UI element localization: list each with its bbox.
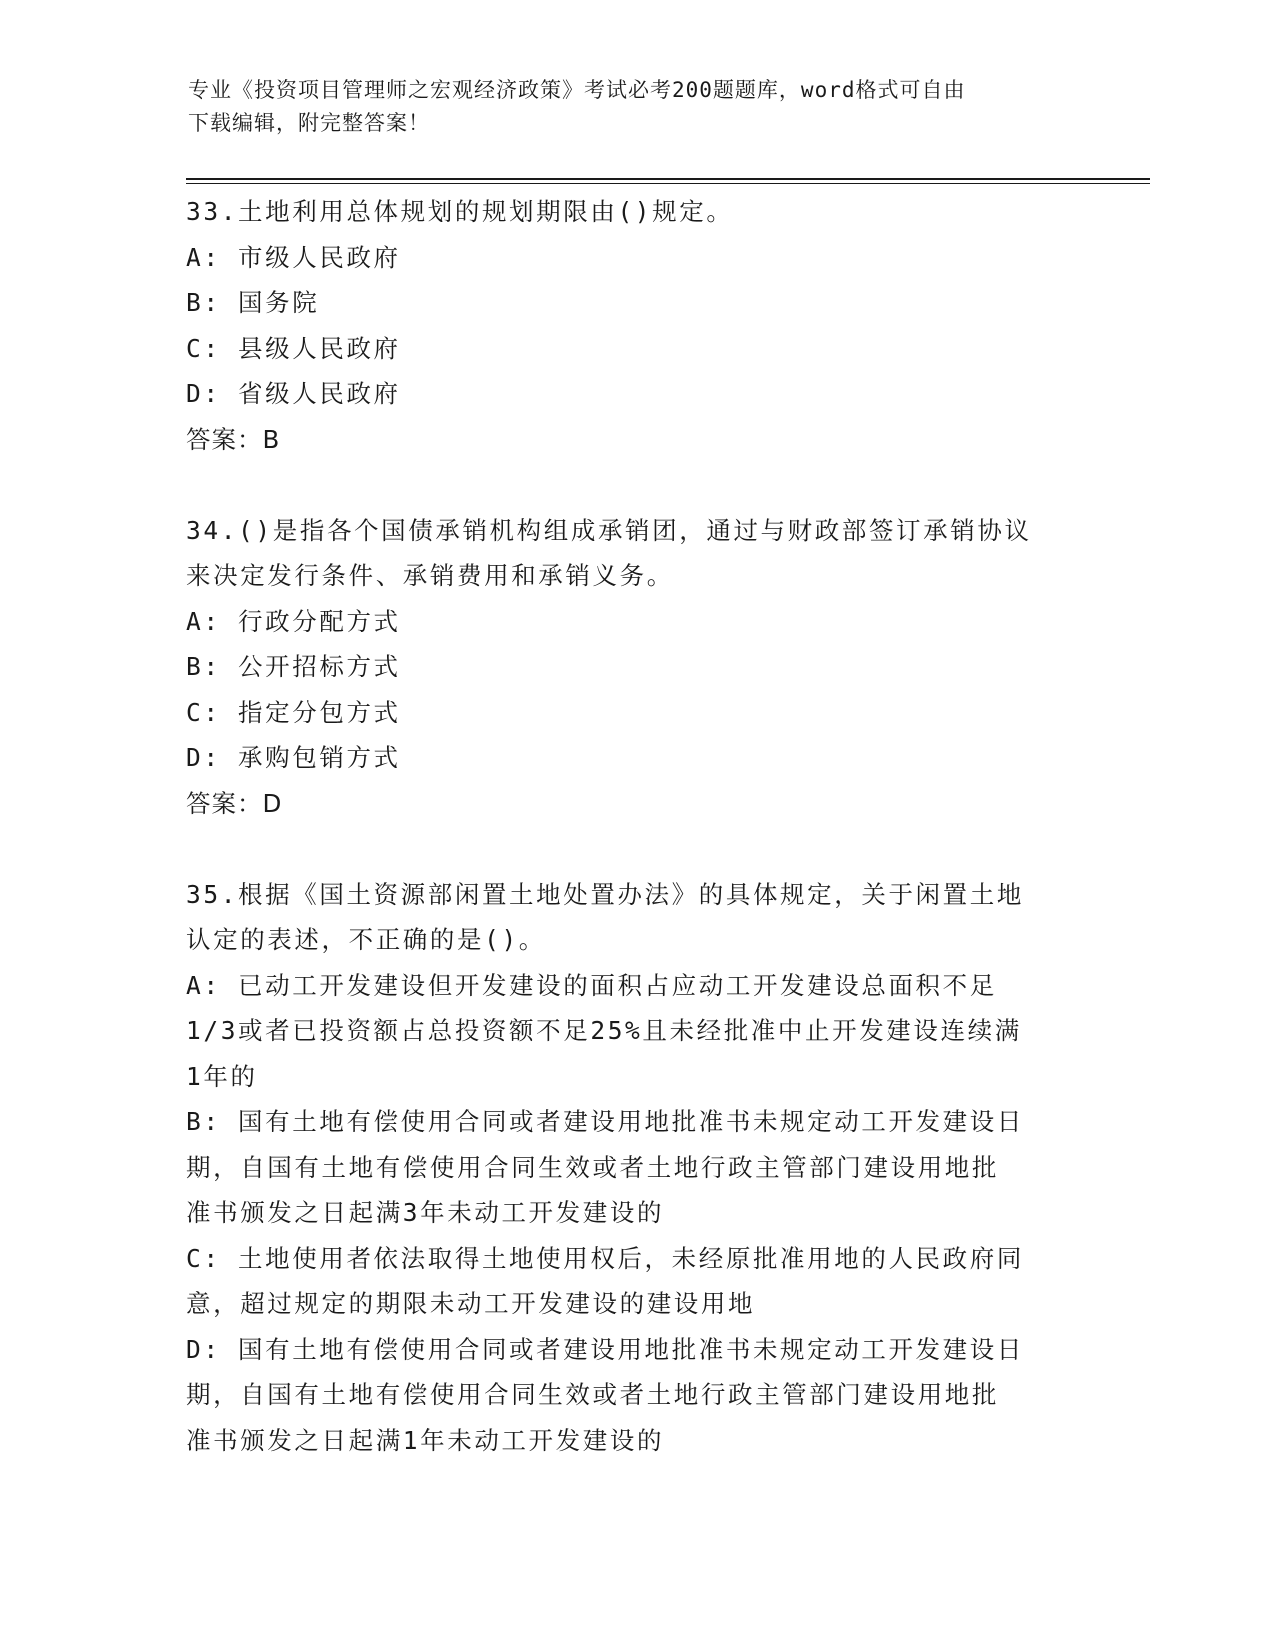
option-b-cont: 准书颁发之日起满3年未动工开发建设的 [186,1198,665,1227]
header-divider-thick [186,178,1150,180]
option-d: D: 省级人民政府 [186,379,401,408]
option-d-cont: 准书颁发之日起满1年未动工开发建设的 [186,1425,665,1455]
option-a: A: 市级人民政府 [186,242,401,272]
question-list [186,189,1086,1509]
option-a: A: 已动工开发建设但开发建设的面积占应动工开发建设总面积不足 [186,970,997,1000]
option-d: D: 国有土地有偿使用合同或者建设用地批准书未规定动工开发建设日 [186,1334,1024,1364]
header-divider-thin [186,183,1150,184]
header-line-1: 专业《投资项目管理师之宏观经济政策》考试必考200题题库，word格式可自由 [188,78,966,102]
answer-line: 答案：B [186,424,281,454]
option-c: C: 县级人民政府 [186,333,401,363]
option-d-cont: 期，自国有土地有偿使用合同生效或者土地行政主管部门建设用地批 [186,1380,999,1409]
option-b: B: 国有土地有偿使用合同或者建设用地批准书未规定动工开发建设日 [186,1107,1024,1136]
question-stem: 34.()是指各个国债承销机构组成承销团，通过与财政部签订承销协议 [186,515,1032,545]
header-line-2: 下载编辑，附完整答案！ [188,111,430,135]
answer-line: 答案：D [186,788,283,818]
option-d: D: 承购包销方式 [186,743,401,772]
option-a-cont: 1年的 [186,1061,258,1091]
question-33 [186,189,1086,462]
option-b: B: 国务院 [186,288,320,317]
option-c: C: 土地使用者依法取得土地使用权后，未经原批准用地的人民政府同 [186,1243,1024,1273]
question-35 [186,872,1086,1464]
option-c: C: 指定分包方式 [186,697,401,727]
question-stem-cont: 来决定发行条件、承销费用和承销义务。 [186,561,674,590]
option-b-cont: 期，自国有土地有偿使用合同生效或者土地行政主管部门建设用地批 [186,1152,999,1182]
question-stem-cont: 认定的表述，不正确的是()。 [186,925,546,954]
option-b: B: 公开招标方式 [186,652,401,681]
question-34 [186,508,1086,827]
option-a: A: 行政分配方式 [186,606,401,636]
document-header [188,74,1088,140]
option-a-cont: 1/3或者已投资额占总投资额不足25%且未经批准中止开发建设连续满 [186,1016,1022,1045]
option-c-cont: 意，超过规定的期限未动工开发建设的建设用地 [186,1289,756,1318]
question-stem: 35.根据《国土资源部闲置土地处置办法》的具体规定，关于闲置土地 [186,879,1024,909]
question-stem: 33.土地利用总体规划的规划期限由()规定。 [186,197,734,226]
